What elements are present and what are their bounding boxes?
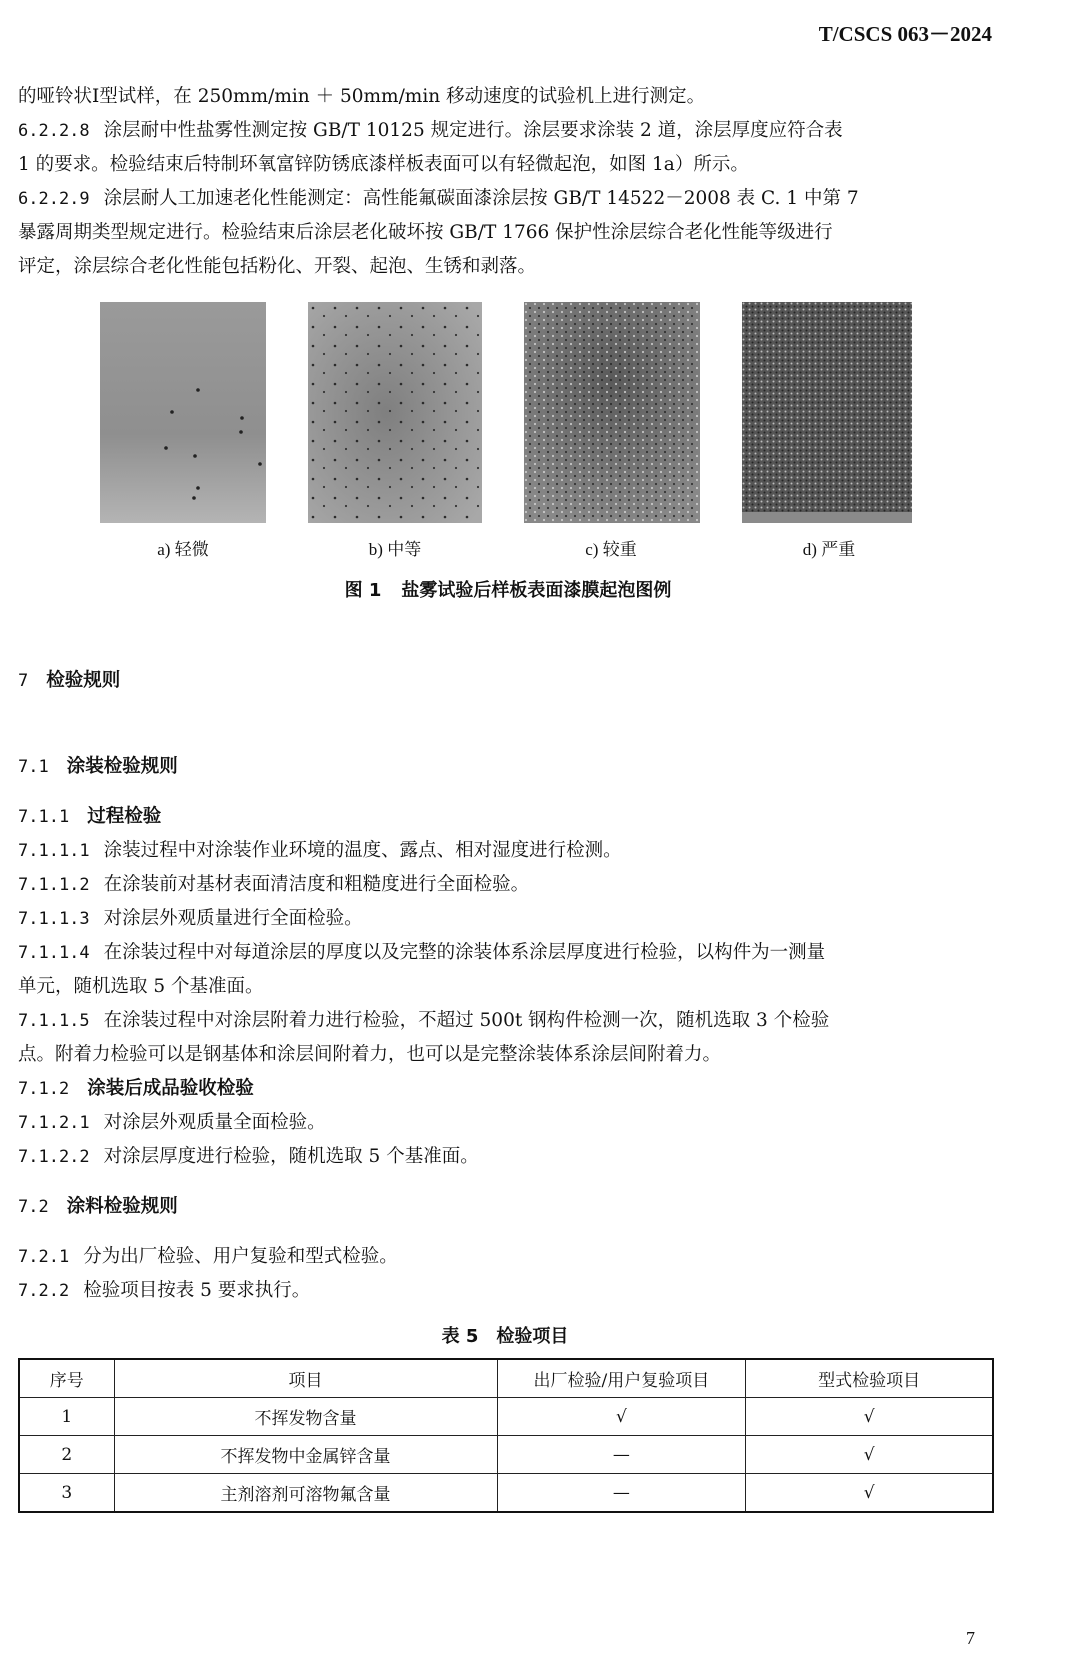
page-number: 7 bbox=[966, 1628, 975, 1648]
clause-number: 7.1.1.1 bbox=[18, 841, 90, 861]
clause-text: 对涂层外观质量全面检验。 bbox=[103, 1112, 326, 1133]
clause-text: 涂装过程中对涂装作业环境的温度、露点、相对湿度进行检测。 bbox=[103, 840, 622, 861]
clause-number: 6.2.2.9 bbox=[18, 189, 90, 209]
cell-type-check: √ bbox=[746, 1436, 993, 1474]
table-title bbox=[0, 1322, 1010, 1348]
section-7-1-1-heading bbox=[18, 800, 994, 834]
column-header: 序号 bbox=[19, 1359, 114, 1398]
clause-text: 涂层耐中性盐雾性测定按 GB/T 10125 规定进行。涂层要求涂装 2 道，涂层厚度应符合表 bbox=[103, 120, 843, 141]
clause-number: 7.2.2 bbox=[18, 1281, 70, 1301]
cell-item: 主剂溶剂可溶物氟含量 bbox=[114, 1474, 497, 1513]
table-row bbox=[19, 1398, 993, 1436]
clause-text: 在涂装过程中对每道涂层的厚度以及完整的涂装体系涂层厚度进行检验，以构件为一测量 bbox=[103, 942, 826, 963]
column-header: 型式检验项目 bbox=[746, 1359, 993, 1398]
clause-text: 分为出厂检验、用户复验和型式检验。 bbox=[83, 1246, 398, 1267]
figure-panel-a-slight bbox=[100, 302, 266, 523]
clause-6-block bbox=[18, 80, 994, 284]
cell-index: 3 bbox=[19, 1474, 114, 1513]
section-7-1-2-heading bbox=[18, 1072, 994, 1106]
section-number: 7.1 bbox=[18, 757, 49, 777]
cell-factory-check: √ bbox=[497, 1398, 746, 1436]
figure-panel-c-heavy bbox=[524, 302, 700, 523]
clauses-7-1-2 bbox=[18, 1106, 994, 1174]
figure-panel-d-severe bbox=[742, 302, 912, 523]
table-number: 表 5 bbox=[441, 1326, 479, 1347]
clause-text: 检验项目按表 5 要求执行。 bbox=[83, 1280, 311, 1301]
table-row bbox=[19, 1474, 993, 1513]
clause-text: 对涂层外观质量进行全面检验。 bbox=[103, 908, 363, 929]
clause-text: 暴露周期类型规定进行。检验结束后涂层老化破坏按 GB/T 1766 保护性涂层综合老化性能等级进行 bbox=[18, 222, 833, 243]
section-title: 涂装检验规则 bbox=[66, 756, 178, 777]
clause-number: 7.2.1 bbox=[18, 1247, 70, 1267]
clause-number: 7.1.2.2 bbox=[18, 1147, 90, 1167]
clause-text: 评定，涂层综合老化性能包括粉化、开裂、起泡、生锈和剥落。 bbox=[18, 256, 537, 277]
column-header: 项目 bbox=[114, 1359, 497, 1398]
section-title: 过程检验 bbox=[87, 806, 162, 827]
clause-number: 7.1.1.3 bbox=[18, 909, 90, 929]
section-number: 7.1.1 bbox=[18, 807, 70, 827]
standard-code-header: T/CSCS 063－2024 bbox=[818, 22, 992, 46]
table-row bbox=[19, 1436, 993, 1474]
table-title-text: 检验项目 bbox=[496, 1326, 569, 1347]
cell-factory-check: — bbox=[497, 1436, 746, 1474]
section-number: 7.1.2 bbox=[18, 1079, 70, 1099]
clause-number: 7.1.1.5 bbox=[18, 1011, 90, 1031]
cell-type-check: √ bbox=[746, 1398, 993, 1436]
section-title: 涂装后成品验收检验 bbox=[87, 1078, 254, 1099]
section-title: 涂料检验规则 bbox=[66, 1196, 178, 1217]
section-7-2-heading bbox=[18, 1190, 994, 1224]
figure-title bbox=[0, 576, 1016, 602]
clause-number: 7.1.1.4 bbox=[18, 943, 90, 963]
cell-factory-check: — bbox=[497, 1474, 746, 1513]
clauses-7-1-1 bbox=[18, 834, 994, 1072]
figure-caption-c: c) 较重 bbox=[585, 540, 637, 559]
clause-text: 单元，随机选取 5 个基准面。 bbox=[18, 976, 264, 997]
figure-panel-b-moderate bbox=[308, 302, 482, 523]
inspection-items-table bbox=[18, 1358, 994, 1513]
clause-number: 6.2.2.8 bbox=[18, 121, 90, 141]
section-number: 7 bbox=[18, 671, 29, 691]
figure-caption-a: a) 轻微 bbox=[157, 540, 209, 559]
clause-text: 在涂装过程中对涂层附着力进行检验，不超过 500t 钢构件检测一次，随机选取 3 个检验 bbox=[103, 1010, 830, 1031]
cell-item: 不挥发物含量 bbox=[114, 1398, 497, 1436]
cell-type-check: √ bbox=[746, 1474, 993, 1513]
clause-number: 7.1.1.2 bbox=[18, 875, 90, 895]
table-header-row bbox=[19, 1359, 993, 1398]
clause-text: 对涂层厚度进行检验，随机选取 5 个基准面。 bbox=[103, 1146, 479, 1167]
section-7-heading bbox=[18, 664, 994, 698]
cell-index: 1 bbox=[19, 1398, 114, 1436]
clause-text: 1 的要求。检验结束后特制环氧富锌防锈底漆样板表面可以有轻微起泡，如图 1a）所示。 bbox=[18, 154, 749, 175]
clause-text: 在涂装前对基材表面清洁度和粗糙度进行全面检验。 bbox=[103, 874, 530, 895]
clause-number: 7.1.2.1 bbox=[18, 1113, 90, 1133]
figure-caption-b: b) 中等 bbox=[368, 540, 422, 559]
intro-line: 的哑铃状Ⅰ型试样，在 250mm/min ＋ 50mm/min 移动速度的试验机上进行测定。 bbox=[18, 86, 706, 107]
figure-number: 图 1 bbox=[344, 580, 382, 601]
cell-index: 2 bbox=[19, 1436, 114, 1474]
cell-item: 不挥发物中金属锌含量 bbox=[114, 1436, 497, 1474]
section-number: 7.2 bbox=[18, 1197, 49, 1217]
clause-text: 涂层耐人工加速老化性能测定：高性能氟碳面漆涂层按 GB/T 14522－2008 表 C. 1 中第 7 bbox=[103, 188, 859, 209]
figure-caption-d: d) 严重 bbox=[802, 540, 856, 559]
column-header: 出厂检验/用户复验项目 bbox=[497, 1359, 746, 1398]
clauses-7-2 bbox=[18, 1240, 994, 1308]
section-title: 检验规则 bbox=[46, 670, 121, 691]
clause-text: 点。附着力检验可以是钢基体和涂层间附着力，也可以是完整涂装体系涂层间附着力。 bbox=[18, 1044, 722, 1065]
section-7-1-heading bbox=[18, 750, 994, 784]
figure-title-text: 盐雾试验后样板表面漆膜起泡图例 bbox=[401, 580, 672, 601]
